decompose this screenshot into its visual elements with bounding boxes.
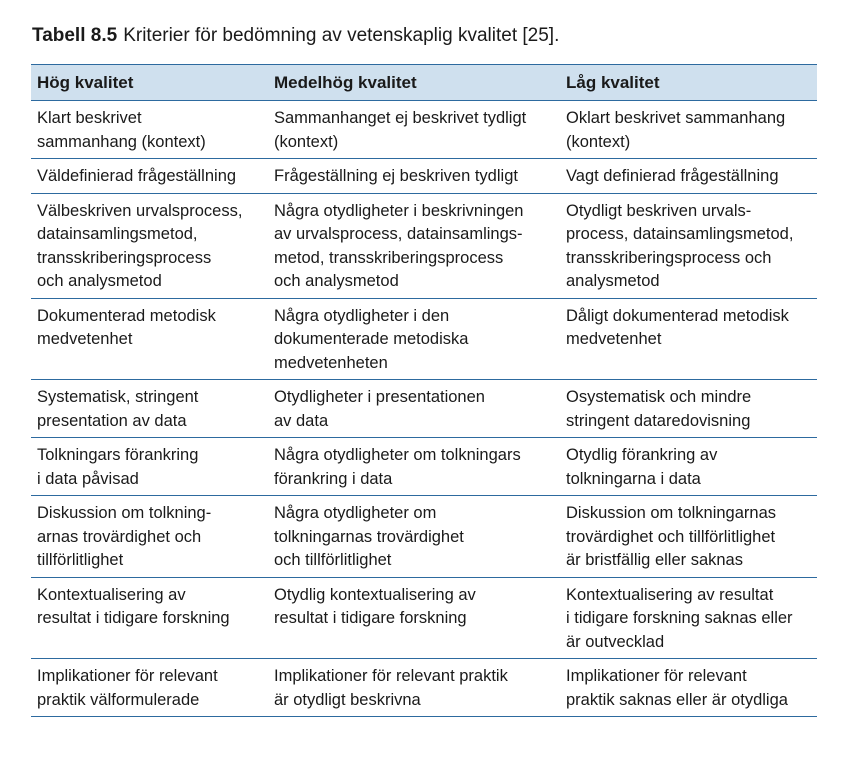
table-cell-low — [560, 193, 817, 298]
table-cell-high — [31, 659, 268, 717]
table-cell-medium — [268, 380, 560, 438]
cell-text-line: metod, transskriberingsprocess — [274, 248, 504, 267]
table-row — [31, 659, 817, 717]
cell-text-line: och tillförlitlighet — [274, 551, 392, 569]
cell-text-line: och analysmetod — [274, 272, 399, 290]
table-cell-high — [31, 438, 268, 496]
cell-text-line: i tidigare forskning saknas eller — [566, 609, 793, 627]
cell-text-line: medvetenheten — [274, 353, 388, 372]
table-cell-low — [560, 438, 817, 496]
table-row — [31, 159, 817, 194]
table-cell-low — [560, 159, 817, 194]
cell-text-line: Diskussion om tolkning- — [37, 504, 212, 522]
header-low-quality: Låg kvalitet — [560, 65, 817, 101]
table-caption-label: Tabell 8.5 — [32, 25, 118, 46]
cell-text-line: Otydligheter i presentationen — [274, 388, 485, 406]
cell-text-line: Dokumenterad metodisk — [37, 306, 216, 325]
cell-text-line: Implikationer för relevant praktik — [274, 667, 508, 685]
cell-text-line: Sammanhanget ej beskrivet tydligt — [274, 109, 527, 127]
cell-text-line: tolkningarna i data — [566, 469, 701, 488]
table-header — [31, 65, 817, 101]
cell-text-line: presentation av data — [37, 411, 187, 430]
table-cell-low — [560, 298, 817, 380]
cell-text-line: praktik saknas eller är otydliga — [566, 690, 788, 709]
cell-text-line: process, datainsamlingsmetod, — [566, 225, 794, 243]
cell-text-line: Vagt definierad frågeställning — [566, 167, 779, 185]
table-cell-low — [560, 496, 817, 578]
cell-text-line: förankring i data — [274, 469, 393, 488]
cell-text-line: Kontextualisering av resultat — [566, 585, 774, 604]
cell-text-line: Implikationer för relevant — [566, 667, 747, 685]
quality-criteria-table — [31, 64, 817, 717]
cell-text-line: Några otydligheter i beskrivningen — [274, 201, 524, 220]
cell-text-line: resultat i tidigare forskning — [37, 609, 230, 627]
cell-text-line: Implikationer för relevant — [37, 667, 218, 685]
cell-text-line: Några otydligheter om tolkningars — [274, 446, 521, 464]
cell-text-line: och analysmetod — [37, 272, 162, 290]
cell-text-line: Tolkningars förankring — [37, 446, 199, 464]
cell-text-line: praktik välformulerade — [37, 690, 200, 709]
table-cell-medium — [268, 298, 560, 380]
cell-text-line: resultat i tidigare forskning — [274, 609, 467, 627]
cell-text-line: Klart beskrivet — [37, 109, 142, 127]
table-cell-low — [560, 380, 817, 438]
cell-text-line: trovärdighet och tillförlitlighet — [566, 527, 776, 546]
cell-text-line: Frågeställning ej beskriven tydligt — [274, 167, 518, 185]
table-cell-low — [560, 577, 817, 659]
table-cell-low — [560, 659, 817, 717]
cell-text-line: medvetenhet — [566, 330, 662, 348]
table-cell-medium — [268, 496, 560, 578]
table-row — [31, 438, 817, 496]
cell-text-line: Några otydligheter i den — [274, 306, 450, 325]
table-cell-high — [31, 159, 268, 194]
table-row — [31, 380, 817, 438]
cell-text-line: medvetenhet — [37, 330, 133, 348]
cell-text-line: är bristfällig eller saknas — [566, 551, 743, 569]
cell-text-line: är otydligt beskrivna — [274, 690, 421, 709]
table-cell-high — [31, 298, 268, 380]
table-body — [31, 101, 817, 717]
table-cell-medium — [268, 659, 560, 717]
cell-text-line: sammanhang (kontext) — [37, 132, 206, 151]
cell-text-line: Dåligt dokumenterad metodisk — [566, 306, 789, 325]
table-cell-medium — [268, 193, 560, 298]
table-cell-medium — [268, 101, 560, 159]
cell-text-line: Kontextualisering av — [37, 585, 186, 604]
cell-text-line: (kontext) — [566, 132, 631, 151]
cell-text-line: (kontext) — [274, 132, 339, 151]
table-row — [31, 496, 817, 578]
table-cell-medium — [268, 438, 560, 496]
cell-text-line: är outvecklad — [566, 632, 665, 651]
cell-text-line: i data påvisad — [37, 469, 139, 488]
cell-text-line: arnas trovärdighet och — [37, 527, 202, 546]
cell-text-line: av data — [274, 411, 329, 430]
table-cell-medium — [268, 159, 560, 194]
table-cell-medium — [268, 577, 560, 659]
table-row — [31, 298, 817, 380]
table-row — [31, 101, 817, 159]
header-high-quality: Hög kvalitet — [31, 65, 268, 101]
cell-text-line: Otydlig förankring av — [566, 446, 718, 464]
table-caption-text: Kriterier för bedömning av vetenskaplig kvalitet [25]. — [123, 25, 560, 46]
cell-text-line: stringent dataredovisning — [566, 411, 751, 430]
cell-text-line: Osystematisk och mindre — [566, 388, 752, 406]
cell-text-line: Systematisk, stringent — [37, 388, 199, 406]
cell-text-line: Välbeskriven urvalsprocess, — [37, 201, 243, 220]
table-caption — [32, 22, 559, 50]
table-cell-high — [31, 577, 268, 659]
cell-text-line: transskriberingsprocess och — [566, 248, 772, 267]
table-cell-high — [31, 193, 268, 298]
table-cell-high — [31, 101, 268, 159]
cell-text-line: Några otydligheter om — [274, 504, 437, 522]
header-row — [31, 65, 817, 101]
cell-text-line: dokumenterade metodiska — [274, 330, 469, 348]
cell-text-line: tillförlitlighet — [37, 551, 124, 569]
table-row — [31, 577, 817, 659]
cell-text-line: transskriberingsprocess — [37, 248, 212, 267]
cell-text-line: Oklart beskrivet sammanhang — [566, 109, 786, 127]
cell-text-line: av urvalsprocess, datainsamlings- — [274, 225, 523, 243]
table-cell-low — [560, 101, 817, 159]
cell-text-line: Diskussion om tolkningarnas — [566, 504, 777, 522]
cell-text-line: analysmetod — [566, 272, 660, 290]
table-cell-high — [31, 496, 268, 578]
cell-text-line: Väldefinierad frågeställning — [37, 167, 237, 185]
cell-text-line: Otydlig kontextualisering av — [274, 585, 476, 604]
cell-text-line: Otydligt beskriven urvals- — [566, 201, 752, 220]
cell-text-line: datainsamlingsmetod, — [37, 225, 198, 243]
table-cell-high — [31, 380, 268, 438]
cell-text-line: tolkningarnas trovärdighet — [274, 527, 464, 546]
header-medium-quality: Medelhög kvalitet — [268, 65, 560, 101]
table-row — [31, 193, 817, 298]
